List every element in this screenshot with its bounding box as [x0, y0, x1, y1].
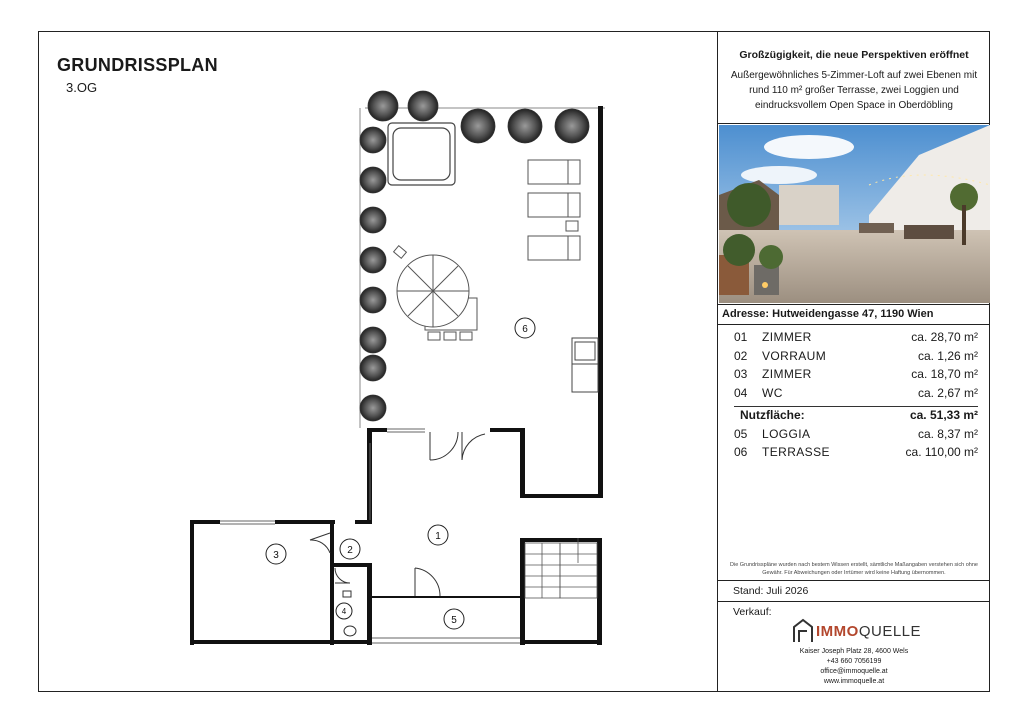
info-panel: [718, 31, 990, 692]
room-label-2: 2: [347, 545, 353, 556]
house-logo-icon: [792, 618, 814, 644]
contact-info: [718, 647, 990, 687]
contact-address: Kaiser Joseph Platz 28, 4600 Wels: [799, 648, 909, 655]
floor-label: 3.OG: [66, 80, 98, 95]
rule-top: [718, 123, 990, 124]
room-label-3: 3: [273, 550, 279, 561]
lead-text: Außergewöhnliches 5-Zimmer-Loft auf zwei Ebenen mit rund 110 m² großer Terrasse, zwei Loggien und eindrucksvollem Open Space in Oberdöbling: [730, 70, 978, 111]
room-label-4: 4: [341, 607, 347, 616]
page-title: GRUNDRISSPLAN: [57, 55, 218, 75]
rule-photo: [718, 304, 990, 305]
room-label-5: 5: [451, 615, 457, 626]
room-table: [734, 329, 978, 463]
room-label-1: 1: [435, 531, 441, 542]
rule-stand-top: [718, 580, 990, 581]
contact-phone[interactable]: +43 660 7056199: [826, 658, 882, 665]
rule-address: [718, 324, 990, 325]
rule-stand-bottom: [718, 601, 990, 602]
contact-email[interactable]: office@immoquelle.at: [820, 668, 888, 675]
table-row: 06 TERRASSE ca. 110,00 m²: [734, 445, 978, 459]
headline: Großzügigkeit, die neue Perspektiven eröffnet: [739, 49, 969, 61]
table-row: 02 VORRAUM ca. 1,26 m²: [734, 348, 978, 363]
address: Adresse: Hutweidengasse 47, 1190 Wien: [722, 308, 934, 320]
floor-plan: [180, 88, 620, 653]
disclaimer: Die Grundrisspläne wurden nach bestem Wissen erstellt, sämtliche Maßangaben verstehen sich ohne Gewähr. Für Abweichungen oder Irrtümer wird keine Haftung übernommen.: [730, 562, 978, 576]
table-row: 04 WC ca. 2,67 m²: [734, 385, 978, 400]
room-label-6: 6: [522, 324, 528, 335]
table-row: 03 ZIMMER ca. 18,70 m²: [734, 367, 978, 381]
total-row: Nutzfläche: ca. 51,33 m²: [734, 406, 978, 426]
table-row: 05 LOGGIA ca. 8,37 m²: [734, 426, 978, 441]
table-row: 01 ZIMMER ca. 28,70 m²: [734, 330, 978, 344]
stand-date: Stand: Juli 2026: [733, 585, 809, 597]
brand-logo: IMMOQUELLE: [816, 623, 922, 640]
verkauf-label: Verkauf:: [733, 606, 772, 618]
terrace-photo: [719, 125, 990, 303]
contact-website[interactable]: www.immoquelle.at: [823, 678, 885, 685]
